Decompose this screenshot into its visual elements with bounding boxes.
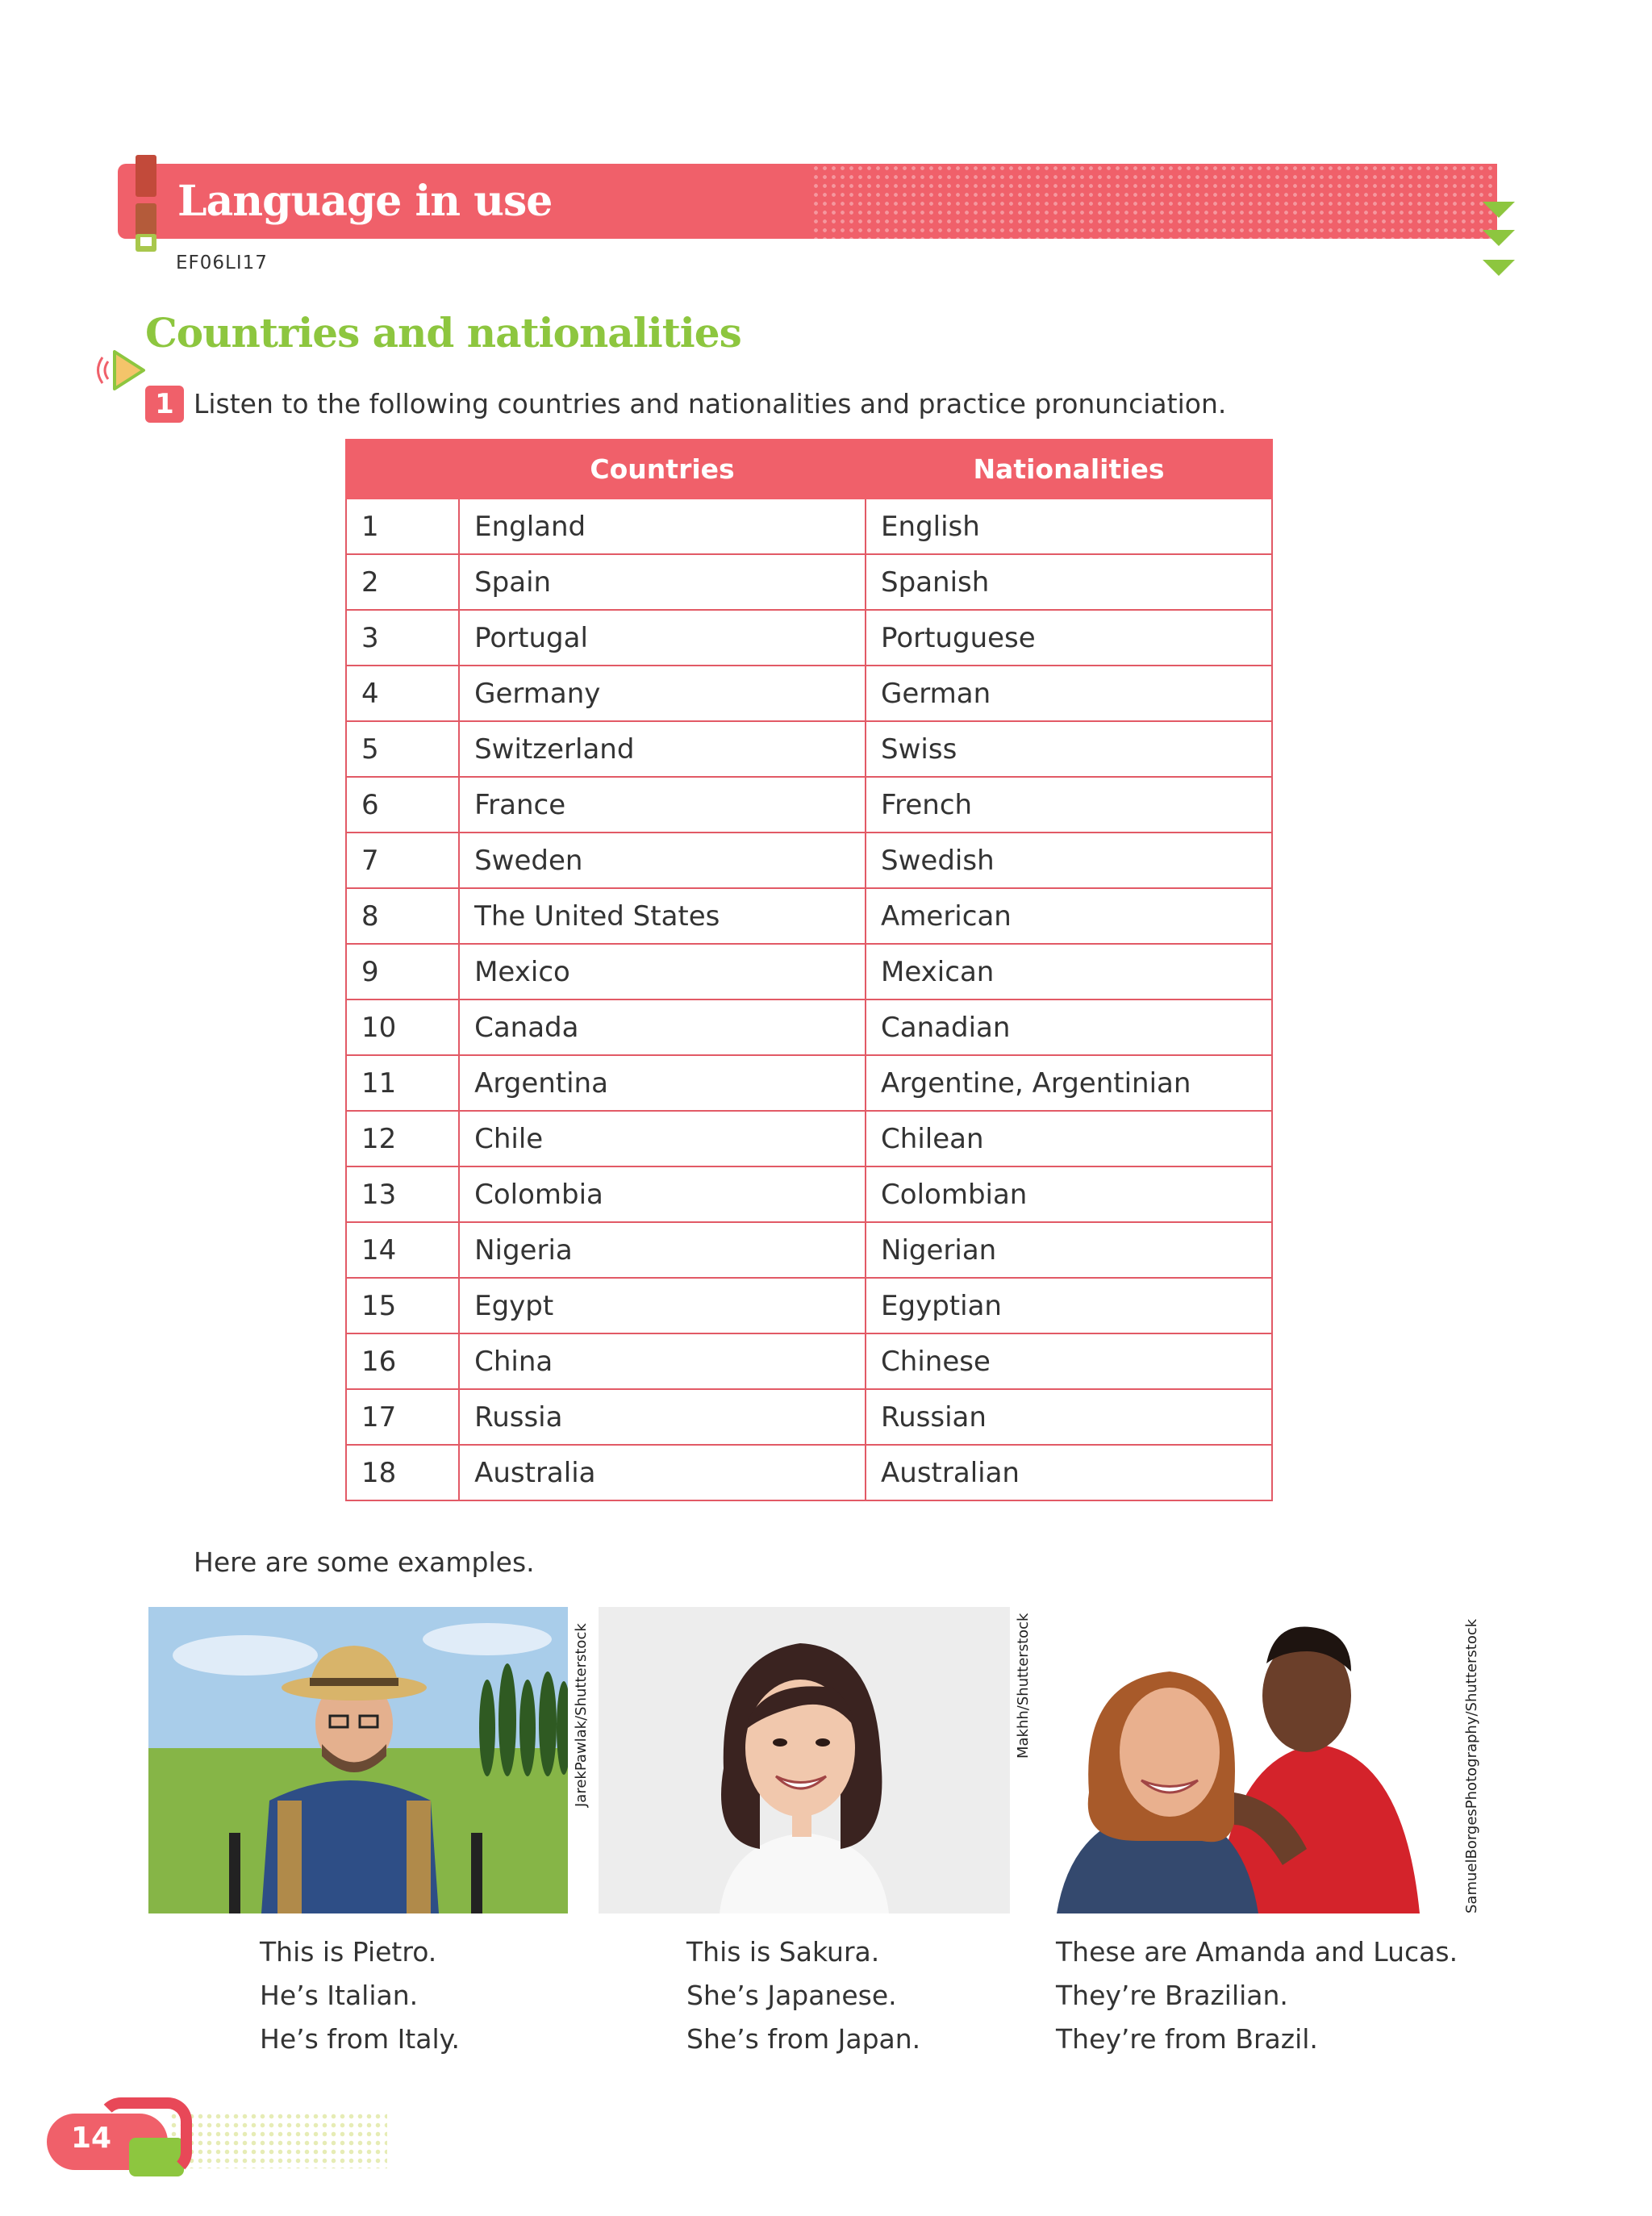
country-cell: Egypt — [459, 1278, 866, 1333]
caption-line: He’s from Italy. — [260, 2023, 460, 2055]
caption-amanda-lucas — [1056, 1930, 1458, 2061]
exercise-number-badge: 1 — [145, 386, 184, 423]
row-number: 13 — [346, 1166, 459, 1222]
banner-tab-decoration — [136, 234, 156, 252]
table-row — [346, 610, 1272, 666]
table-row — [346, 1111, 1272, 1166]
country-cell: France — [459, 777, 866, 833]
country-cell: Colombia — [459, 1166, 866, 1222]
couple-illustration — [1041, 1607, 1460, 1913]
row-number: 10 — [346, 999, 459, 1055]
nationality-cell: Chilean — [866, 1111, 1272, 1166]
nationality-cell: Chinese — [866, 1333, 1272, 1389]
country-cell: Germany — [459, 666, 866, 721]
page-number: 14 — [71, 2122, 112, 2155]
exercise-instruction: Listen to the following countries and nationalities and practice pronunciation. — [194, 388, 1227, 419]
footer-dot-pattern — [169, 2112, 387, 2168]
row-number: 4 — [346, 666, 459, 721]
section-title: Countries and nationalities — [145, 309, 741, 357]
country-cell: Switzerland — [459, 721, 866, 777]
photo-pietro — [148, 1607, 568, 1913]
caption-line: He’s Italian. — [260, 1980, 419, 2011]
countries-nationalities-table — [345, 439, 1273, 1501]
country-cell: Australia — [459, 1445, 866, 1500]
nationality-cell: Spanish — [866, 554, 1272, 610]
row-number: 6 — [346, 777, 459, 833]
country-cell: Argentina — [459, 1055, 866, 1111]
country-cell: The United States — [459, 888, 866, 944]
row-number: 18 — [346, 1445, 459, 1500]
table-row — [346, 888, 1272, 944]
nationality-cell: Argentine, Argentinian — [866, 1055, 1272, 1111]
nationality-cell: American — [866, 888, 1272, 944]
caption-sakura — [686, 1930, 920, 2061]
nationality-cell: Egyptian — [866, 1278, 1272, 1333]
nationality-cell: English — [866, 499, 1272, 554]
photo-credit: Makhh/Shutterstock — [1015, 1613, 1032, 1759]
man-with-hat-illustration — [148, 1607, 568, 1913]
nationality-cell: Canadian — [866, 999, 1272, 1055]
table-row — [346, 1389, 1272, 1445]
table-row — [346, 1055, 1272, 1111]
triangle-icon — [1483, 230, 1515, 246]
nationality-cell: Australian — [866, 1445, 1272, 1500]
nationality-cell: Colombian — [866, 1166, 1272, 1222]
banner-tab-decoration — [136, 203, 156, 236]
country-cell: England — [459, 499, 866, 554]
table-row — [346, 944, 1272, 999]
nationality-cell: Mexican — [866, 944, 1272, 999]
banner-tab-decoration — [136, 155, 156, 197]
photo-sakura — [599, 1607, 1010, 1913]
smiling-woman-illustration — [599, 1607, 1010, 1913]
table-row — [346, 1166, 1272, 1222]
nationality-cell: Swedish — [866, 833, 1272, 888]
table-row — [346, 499, 1272, 554]
table-row — [346, 666, 1272, 721]
table-row — [346, 777, 1272, 833]
nationality-cell: Swiss — [866, 721, 1272, 777]
caption-line: These are Amanda and Lucas. — [1056, 1936, 1458, 1968]
table-row — [346, 721, 1272, 777]
caption-line: They’re Brazilian. — [1056, 1980, 1288, 2011]
row-number: 12 — [346, 1111, 459, 1166]
row-number: 7 — [346, 833, 459, 888]
table-row — [346, 1278, 1272, 1333]
country-cell: Spain — [459, 554, 866, 610]
country-cell: Portugal — [459, 610, 866, 666]
table-row — [346, 1333, 1272, 1389]
photo-credit: SamuelBorgesPhotography/Shutterstock — [1463, 1618, 1480, 1913]
table-row — [346, 833, 1272, 888]
row-number: 1 — [346, 499, 459, 554]
nationality-cell: French — [866, 777, 1272, 833]
row-number: 15 — [346, 1278, 459, 1333]
country-cell: Canada — [459, 999, 866, 1055]
row-number: 9 — [346, 944, 459, 999]
row-number: 16 — [346, 1333, 459, 1389]
caption-line: This is Pietro. — [260, 1936, 437, 1968]
page-title: Language in use — [177, 177, 553, 226]
caption-line: They’re from Brazil. — [1056, 2023, 1318, 2055]
row-number: 3 — [346, 610, 459, 666]
table-header-row — [346, 440, 1272, 499]
curriculum-code: EF06LI17 — [176, 252, 268, 273]
row-number: 17 — [346, 1389, 459, 1445]
table-row — [346, 554, 1272, 610]
row-number: 2 — [346, 554, 459, 610]
nationality-cell: German — [866, 666, 1272, 721]
nationality-cell: Russian — [866, 1389, 1272, 1445]
photo-amanda-lucas — [1041, 1607, 1460, 1913]
table-header-number — [346, 440, 459, 499]
table-row — [346, 999, 1272, 1055]
photo-credit: JarekPawlak/Shutterstock — [573, 1623, 590, 1807]
audio-speaker-icon[interactable] — [95, 347, 150, 394]
row-number: 5 — [346, 721, 459, 777]
caption-line: This is Sakura. — [686, 1936, 880, 1968]
caption-line: She’s Japanese. — [686, 1980, 897, 2011]
country-cell: China — [459, 1333, 866, 1389]
table-header-countries: Countries — [459, 440, 866, 499]
caption-line: She’s from Japan. — [686, 2023, 921, 2055]
table-header-nationalities: Nationalities — [866, 440, 1272, 499]
country-cell: Mexico — [459, 944, 866, 999]
country-cell: Chile — [459, 1111, 866, 1166]
triangle-icon — [1483, 260, 1515, 276]
table-row — [346, 1222, 1272, 1278]
row-number: 11 — [346, 1055, 459, 1111]
country-cell: Russia — [459, 1389, 866, 1445]
examples-intro: Here are some examples. — [194, 1546, 535, 1578]
country-cell: Sweden — [459, 833, 866, 888]
row-number: 14 — [346, 1222, 459, 1278]
triangle-icon — [1483, 202, 1515, 218]
row-number: 8 — [346, 888, 459, 944]
country-cell: Nigeria — [459, 1222, 866, 1278]
banner-dot-pattern — [811, 164, 1497, 239]
nationality-cell: Nigerian — [866, 1222, 1272, 1278]
nationality-cell: Portuguese — [866, 610, 1272, 666]
caption-pietro — [260, 1930, 460, 2061]
table-row — [346, 1445, 1272, 1500]
